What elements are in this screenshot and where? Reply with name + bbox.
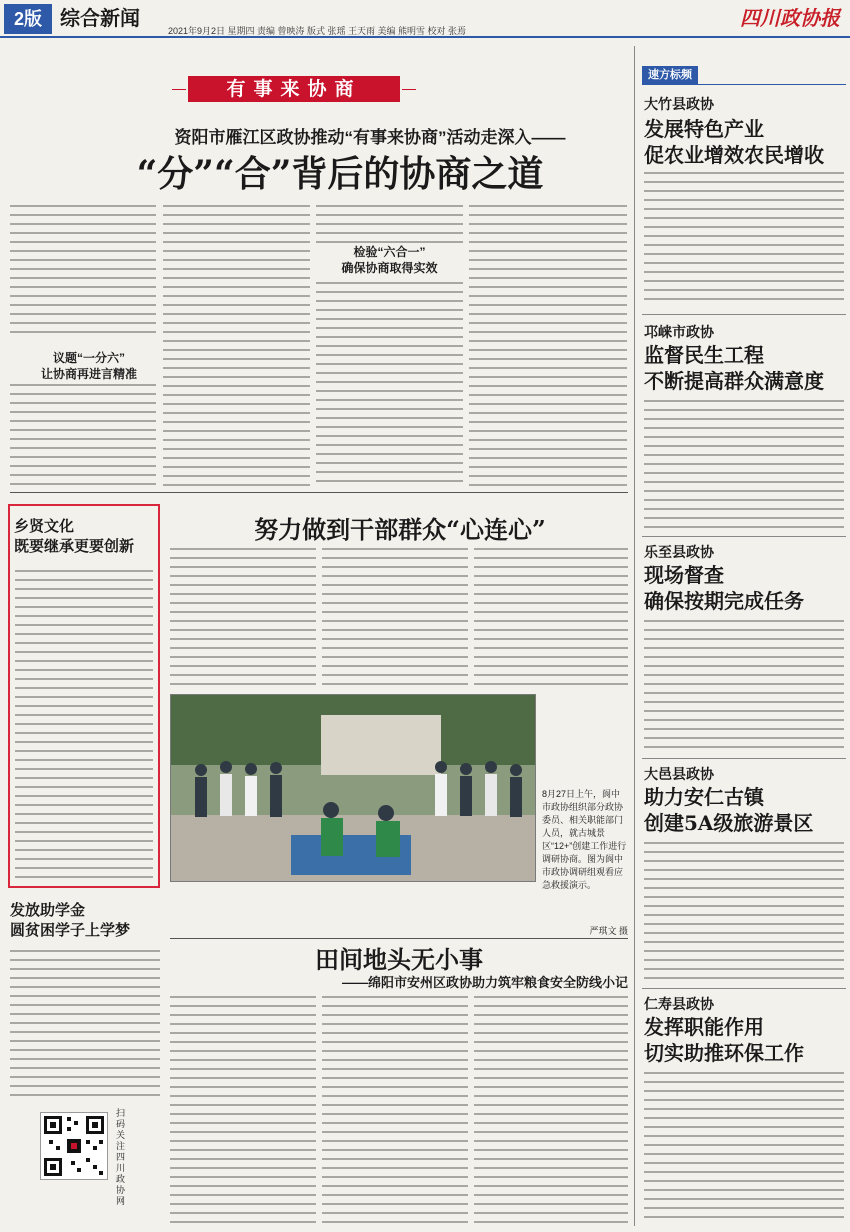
right-item-4-body [644, 842, 844, 982]
middle-story-col-1 [170, 548, 316, 686]
paper-name-logo: 四川政协报 [740, 6, 840, 30]
qr-caption: 扫码关注四川政协网 [116, 1108, 126, 1206]
masthead [0, 0, 850, 38]
edition-badge: 2版 [4, 4, 52, 34]
right-item-2-body [644, 400, 844, 530]
section-title: 综合新闻 [60, 8, 140, 30]
bottom-story-col-2 [322, 996, 468, 1224]
right-item-2-org: 邛崃市政协 [644, 324, 714, 340]
column-logo-line [172, 89, 186, 90]
bottom-story-col-3 [474, 996, 628, 1224]
dateline: 2021年9月2日 星期四 责编 曾映涛 版式 张瑶 王天雨 美编 熊明雪 校对 张焉 [168, 26, 467, 36]
top-story-col-3 [316, 205, 463, 245]
right-item-3-org: 乐至县政协 [644, 544, 714, 560]
photo-caption: 8月27日上午，阆中市政协组织部分政协委员、相关职能部门人员，就古城景区“12+”创建工作进行调研协商。图为阆中市政协调研组观看应急救援演示。 [542, 789, 627, 890]
photo-credit: 严琪文 摄 [589, 926, 628, 936]
top-story-subhead: 检验“六合一” 确保协商取得实效 [341, 245, 438, 275]
right-item-3-body [644, 620, 844, 750]
middle-story-headline: 努力做到干部群众“心连心” [254, 515, 546, 544]
column-logo-line-right [402, 89, 416, 90]
right-item-1-headline: 发展特色产业 促农业增效农民增收 [644, 117, 824, 167]
top-story-col-2 [163, 205, 310, 486]
right-item-1-body [644, 172, 844, 302]
right-item-4-org: 大邑县政协 [644, 766, 714, 782]
masthead-rule [0, 36, 850, 38]
bottom-story-col-1 [170, 996, 316, 1224]
top-story-kicker: 资阳市雁江区政协推动“有事来协商”活动走深入—— [174, 128, 566, 147]
sidebar-story-body [10, 384, 156, 486]
right-item-5-org: 仁寿县政协 [644, 996, 714, 1012]
right-divider-4 [642, 988, 846, 989]
top-story-col-3b [316, 282, 463, 486]
event-photo-illustration [171, 695, 536, 882]
right-column-header-rule [642, 84, 846, 85]
top-story-headline: “分”“合”背后的协商之道 [136, 153, 544, 195]
qr-code[interactable] [40, 1112, 108, 1180]
boxed-story [8, 504, 160, 888]
bottom-story-headline: 田间地头无小事 [315, 945, 483, 974]
section-divider-2 [170, 938, 628, 939]
event-photo [170, 694, 536, 882]
boxed-story-headline: 乡贤文化 既要继承更要创新 [14, 517, 135, 555]
top-story-col-4 [469, 205, 627, 486]
middle-story-col-2 [322, 548, 468, 686]
column-divider [634, 46, 635, 1226]
bottom-story-subhead: ——绵阳市安州区政协助力筑牢粮食安全防线小记 [341, 975, 628, 990]
right-item-4-headline: 助力安仁古镇 创建5A级旅游景区 [644, 785, 814, 835]
top-story-col-1 [10, 205, 156, 333]
middle-story-col-3 [474, 548, 628, 686]
section-divider-1 [10, 492, 628, 493]
bottom-left-headline: 发放助学金 圆贫困学子上学梦 [10, 901, 131, 939]
column-logo-text: 有事来协商 [226, 78, 362, 100]
right-divider-1 [642, 314, 846, 315]
right-divider-3 [642, 758, 846, 759]
right-item-3-headline: 现场督查 确保按期完成任务 [644, 563, 804, 613]
right-item-5-body [644, 1072, 844, 1224]
right-item-2-headline: 监督民生工程 不断提高群众满意度 [644, 343, 824, 393]
column-logo [188, 76, 400, 102]
right-column-header: 速方标频 [642, 66, 698, 84]
sidebar-story-title: 议题“一分六” 让协商再进言精准 [40, 351, 137, 381]
bottom-left-body [10, 950, 160, 1096]
right-divider-2 [642, 536, 846, 537]
qr-code-graphic [41, 1113, 107, 1179]
boxed-story-body [15, 570, 153, 880]
right-item-5-headline: 发挥职能作用 切实助推环保工作 [644, 1015, 804, 1065]
right-item-1-org: 大竹县政协 [644, 96, 714, 112]
